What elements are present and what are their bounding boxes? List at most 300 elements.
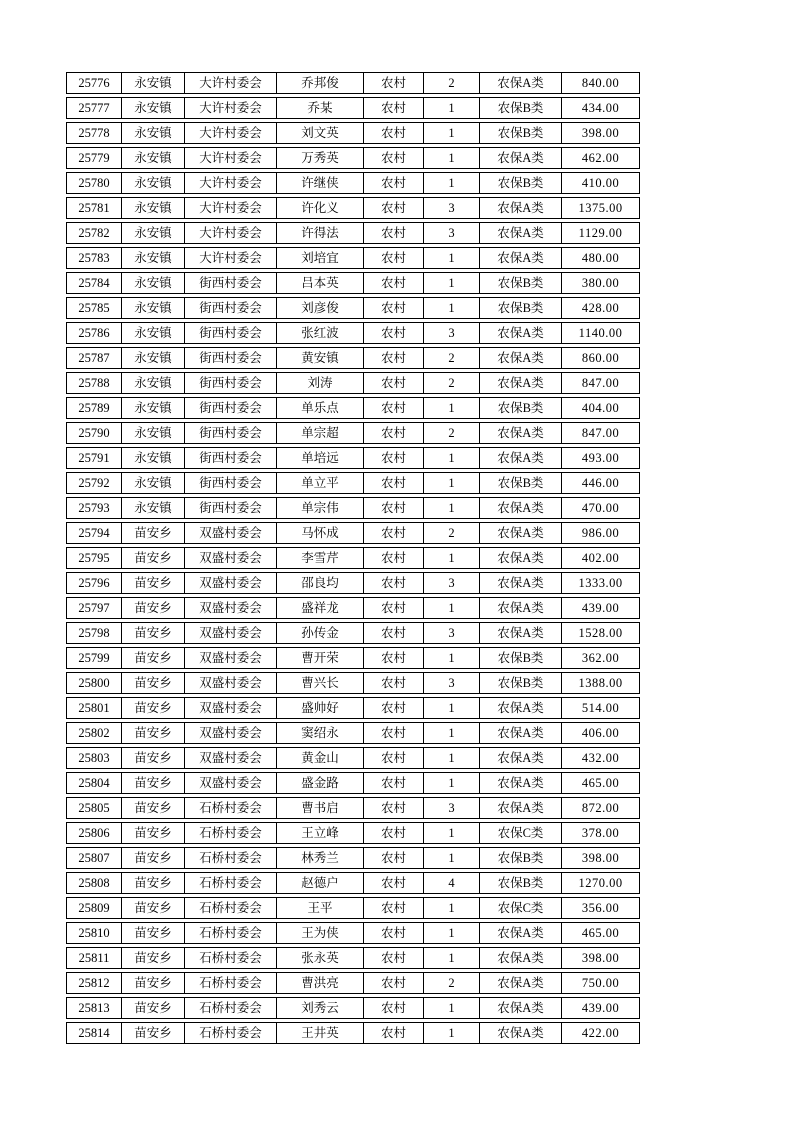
cell-record-id: 25778	[78, 125, 110, 140]
cell-town: 苗安乡	[121, 973, 184, 993]
cell-village-committee: 双盛村委会	[184, 723, 276, 743]
cell-insurance-class: 农保A类	[479, 923, 561, 943]
cell-town: 永安镇	[121, 198, 184, 218]
cell-village-committee: 双盛村委会	[184, 573, 276, 593]
table-row	[66, 747, 640, 769]
cell-person-name: 王立峰	[276, 823, 363, 843]
table-row	[66, 497, 640, 519]
cell-village-committee: 大许村委会	[184, 123, 276, 143]
cell-record-id: 25789	[78, 400, 110, 415]
cell-village-committee: 双盛村委会	[184, 673, 276, 693]
cell-town: 永安镇	[121, 248, 184, 268]
table-row	[66, 397, 640, 419]
cell-household-type: 农村	[363, 773, 423, 793]
cell-person-count: 2	[423, 523, 479, 543]
cell-village-committee: 街西村委会	[184, 273, 276, 293]
cell-village-committee: 大许村委会	[184, 148, 276, 168]
cell-person-name: 曹书启	[276, 798, 363, 818]
cell-record-id: 25800	[78, 675, 110, 690]
cell-town: 苗安乡	[121, 548, 184, 568]
cell-insurance-class: 农保A类	[479, 973, 561, 993]
cell-person-count: 1	[423, 648, 479, 668]
cell-person-name: 许化义	[276, 198, 363, 218]
cell-amount: 480.00	[561, 248, 639, 268]
cell-person-count: 2	[423, 973, 479, 993]
cell-village-committee: 街西村委会	[184, 323, 276, 343]
cell-village-committee: 街西村委会	[184, 423, 276, 443]
cell-record-id: 25782	[78, 225, 110, 240]
cell-insurance-class: 农保A类	[479, 998, 561, 1018]
table-row	[66, 172, 640, 194]
cell-insurance-class: 农保A类	[479, 623, 561, 643]
cell-town: 永安镇	[121, 98, 184, 118]
cell-amount: 462.00	[561, 148, 639, 168]
cell-person-count: 1	[423, 748, 479, 768]
cell-insurance-class: 农保B类	[479, 673, 561, 693]
cell-village-committee: 街西村委会	[184, 348, 276, 368]
table-row	[66, 247, 640, 269]
cell-town: 苗安乡	[121, 523, 184, 543]
cell-amount: 404.00	[561, 398, 639, 418]
cell-amount: 380.00	[561, 273, 639, 293]
cell-record-id: 25806	[78, 825, 110, 840]
cell-person-name: 张永英	[276, 948, 363, 968]
cell-insurance-class: 农保A类	[479, 198, 561, 218]
cell-household-type: 农村	[363, 98, 423, 118]
cell-person-name: 单乐点	[276, 398, 363, 418]
cell-insurance-class: 农保A类	[479, 773, 561, 793]
cell-record-id: 25784	[78, 275, 110, 290]
cell-amount: 1528.00	[561, 623, 639, 643]
table-row	[66, 547, 640, 569]
cell-amount: 493.00	[561, 448, 639, 468]
cell-village-committee: 大许村委会	[184, 73, 276, 93]
cell-person-count: 3	[423, 798, 479, 818]
cell-amount: 1140.00	[561, 323, 639, 343]
cell-household-type: 农村	[363, 423, 423, 443]
cell-town: 永安镇	[121, 473, 184, 493]
cell-household-type: 农村	[363, 198, 423, 218]
cell-person-name: 吕本英	[276, 273, 363, 293]
cell-town: 苗安乡	[121, 798, 184, 818]
cell-village-committee: 石桥村委会	[184, 1023, 276, 1043]
table-row	[66, 997, 640, 1019]
cell-insurance-class: 农保A类	[479, 523, 561, 543]
table-row	[66, 72, 640, 94]
cell-insurance-class: 农保A类	[479, 73, 561, 93]
cell-amount: 362.00	[561, 648, 639, 668]
cell-village-committee: 双盛村委会	[184, 523, 276, 543]
cell-person-name: 单宗超	[276, 423, 363, 443]
cell-person-name: 王平	[276, 898, 363, 918]
table-row	[66, 297, 640, 319]
cell-person-count: 1	[423, 248, 479, 268]
cell-village-committee: 石桥村委会	[184, 848, 276, 868]
table-row	[66, 597, 640, 619]
cell-person-name: 王为侠	[276, 923, 363, 943]
cell-insurance-class: 农保A类	[479, 448, 561, 468]
cell-household-type: 农村	[363, 798, 423, 818]
cell-insurance-class: 农保C类	[479, 823, 561, 843]
cell-amount: 434.00	[561, 98, 639, 118]
cell-household-type: 农村	[363, 348, 423, 368]
cell-amount: 872.00	[561, 798, 639, 818]
cell-town: 苗安乡	[121, 898, 184, 918]
cell-person-count: 3	[423, 223, 479, 243]
table-row	[66, 447, 640, 469]
cell-household-type: 农村	[363, 273, 423, 293]
table-row	[66, 197, 640, 219]
cell-person-count: 3	[423, 623, 479, 643]
cell-person-count: 1	[423, 148, 479, 168]
cell-household-type: 农村	[363, 698, 423, 718]
cell-person-name: 邵良均	[276, 573, 363, 593]
table-row	[66, 822, 640, 844]
table-row	[66, 872, 640, 894]
cell-insurance-class: 农保A类	[479, 1023, 561, 1043]
cell-amount: 470.00	[561, 498, 639, 518]
cell-person-count: 1	[423, 698, 479, 718]
table-row	[66, 222, 640, 244]
cell-town: 永安镇	[121, 123, 184, 143]
cell-person-name: 许得法	[276, 223, 363, 243]
cell-record-id: 25781	[78, 200, 110, 215]
cell-amount: 432.00	[561, 748, 639, 768]
cell-person-count: 1	[423, 298, 479, 318]
table-row	[66, 347, 640, 369]
cell-person-count: 1	[423, 773, 479, 793]
cell-record-id: 25786	[78, 325, 110, 340]
cell-person-count: 1	[423, 173, 479, 193]
cell-person-name: 曹兴长	[276, 673, 363, 693]
cell-village-committee: 双盛村委会	[184, 698, 276, 718]
cell-amount: 398.00	[561, 123, 639, 143]
cell-insurance-class: 农保A类	[479, 148, 561, 168]
cell-town: 永安镇	[121, 348, 184, 368]
cell-person-name: 黄金山	[276, 748, 363, 768]
cell-village-committee: 双盛村委会	[184, 548, 276, 568]
cell-village-committee: 大许村委会	[184, 248, 276, 268]
cell-record-id: 25807	[78, 850, 110, 865]
cell-household-type: 农村	[363, 748, 423, 768]
cell-town: 永安镇	[121, 398, 184, 418]
benefit-records-table	[66, 72, 640, 1044]
cell-record-id: 25793	[78, 500, 110, 515]
cell-village-committee: 双盛村委会	[184, 773, 276, 793]
cell-village-committee: 街西村委会	[184, 473, 276, 493]
cell-person-count: 2	[423, 423, 479, 443]
cell-person-name: 乔邦俊	[276, 73, 363, 93]
cell-person-count: 1	[423, 448, 479, 468]
cell-town: 苗安乡	[121, 573, 184, 593]
cell-town: 永安镇	[121, 323, 184, 343]
cell-person-name: 刘文英	[276, 123, 363, 143]
table-row	[66, 522, 640, 544]
cell-insurance-class: 农保A类	[479, 723, 561, 743]
cell-amount: 465.00	[561, 923, 639, 943]
cell-town: 永安镇	[121, 223, 184, 243]
cell-person-name: 刘彦俊	[276, 298, 363, 318]
cell-amount: 1388.00	[561, 673, 639, 693]
cell-household-type: 农村	[363, 323, 423, 343]
cell-household-type: 农村	[363, 948, 423, 968]
cell-person-name: 曹开荣	[276, 648, 363, 668]
cell-insurance-class: 农保A类	[479, 948, 561, 968]
cell-amount: 1129.00	[561, 223, 639, 243]
cell-household-type: 农村	[363, 373, 423, 393]
cell-household-type: 农村	[363, 873, 423, 893]
cell-person-count: 4	[423, 873, 479, 893]
cell-record-id: 25809	[78, 900, 110, 915]
cell-household-type: 农村	[363, 148, 423, 168]
cell-household-type: 农村	[363, 548, 423, 568]
table-row	[66, 697, 640, 719]
cell-household-type: 农村	[363, 998, 423, 1018]
cell-household-type: 农村	[363, 573, 423, 593]
cell-person-name: 许继侠	[276, 173, 363, 193]
cell-record-id: 25796	[78, 575, 110, 590]
cell-amount: 428.00	[561, 298, 639, 318]
cell-amount: 410.00	[561, 173, 639, 193]
cell-village-committee: 大许村委会	[184, 173, 276, 193]
cell-insurance-class: 农保B类	[479, 298, 561, 318]
cell-amount: 847.00	[561, 373, 639, 393]
cell-household-type: 农村	[363, 298, 423, 318]
cell-person-name: 单宗伟	[276, 498, 363, 518]
table-row	[66, 972, 640, 994]
cell-person-name: 盛祥龙	[276, 598, 363, 618]
cell-record-id: 25813	[78, 1000, 110, 1015]
cell-person-count: 3	[423, 198, 479, 218]
cell-insurance-class: 农保A类	[479, 323, 561, 343]
cell-household-type: 农村	[363, 123, 423, 143]
cell-record-id: 25794	[78, 525, 110, 540]
cell-household-type: 农村	[363, 623, 423, 643]
cell-town: 永安镇	[121, 373, 184, 393]
table-row	[66, 272, 640, 294]
cell-amount: 446.00	[561, 473, 639, 493]
cell-insurance-class: 农保B类	[479, 848, 561, 868]
cell-insurance-class: 农保A类	[479, 573, 561, 593]
cell-person-count: 3	[423, 573, 479, 593]
cell-village-committee: 街西村委会	[184, 498, 276, 518]
table-row	[66, 772, 640, 794]
cell-town: 苗安乡	[121, 623, 184, 643]
cell-household-type: 农村	[363, 448, 423, 468]
table-row	[66, 1022, 640, 1044]
cell-record-id: 25777	[78, 100, 110, 115]
cell-insurance-class: 农保B类	[479, 98, 561, 118]
cell-village-committee: 石桥村委会	[184, 948, 276, 968]
table-row	[66, 897, 640, 919]
cell-town: 永安镇	[121, 448, 184, 468]
table-row	[66, 472, 640, 494]
cell-record-id: 25785	[78, 300, 110, 315]
cell-person-name: 窦绍永	[276, 723, 363, 743]
cell-record-id: 25804	[78, 775, 110, 790]
table-row	[66, 572, 640, 594]
cell-town: 永安镇	[121, 423, 184, 443]
cell-household-type: 农村	[363, 173, 423, 193]
cell-person-name: 盛帅好	[276, 698, 363, 718]
cell-household-type: 农村	[363, 923, 423, 943]
cell-person-count: 3	[423, 673, 479, 693]
cell-amount: 1270.00	[561, 873, 639, 893]
cell-person-count: 1	[423, 723, 479, 743]
table-row	[66, 622, 640, 644]
cell-record-id: 25801	[78, 700, 110, 715]
cell-town: 永安镇	[121, 498, 184, 518]
cell-household-type: 农村	[363, 598, 423, 618]
cell-village-committee: 双盛村委会	[184, 623, 276, 643]
cell-person-count: 1	[423, 98, 479, 118]
cell-record-id: 25795	[78, 550, 110, 565]
cell-record-id: 25805	[78, 800, 110, 815]
cell-town: 苗安乡	[121, 923, 184, 943]
cell-amount: 1333.00	[561, 573, 639, 593]
cell-household-type: 农村	[363, 648, 423, 668]
table-row	[66, 672, 640, 694]
cell-amount: 439.00	[561, 998, 639, 1018]
table-row	[66, 147, 640, 169]
cell-town: 苗安乡	[121, 698, 184, 718]
table-row	[66, 647, 640, 669]
cell-insurance-class: 农保A类	[479, 698, 561, 718]
cell-record-id: 25791	[78, 450, 110, 465]
cell-insurance-class: 农保C类	[479, 898, 561, 918]
cell-household-type: 农村	[363, 973, 423, 993]
table-row	[66, 947, 640, 969]
cell-person-count: 3	[423, 323, 479, 343]
cell-insurance-class: 农保A类	[479, 423, 561, 443]
cell-person-count: 1	[423, 898, 479, 918]
cell-person-count: 1	[423, 598, 479, 618]
cell-record-id: 25783	[78, 250, 110, 265]
cell-village-committee: 大许村委会	[184, 98, 276, 118]
cell-person-count: 2	[423, 73, 479, 93]
cell-insurance-class: 农保B类	[479, 648, 561, 668]
cell-person-name: 孙传金	[276, 623, 363, 643]
cell-household-type: 农村	[363, 248, 423, 268]
cell-household-type: 农村	[363, 523, 423, 543]
cell-record-id: 25808	[78, 875, 110, 890]
cell-person-name: 盛金路	[276, 773, 363, 793]
cell-record-id: 25799	[78, 650, 110, 665]
cell-record-id: 25790	[78, 425, 110, 440]
cell-town: 永安镇	[121, 298, 184, 318]
cell-record-id: 25792	[78, 475, 110, 490]
table-row	[66, 847, 640, 869]
cell-village-committee: 石桥村委会	[184, 798, 276, 818]
cell-village-committee: 街西村委会	[184, 298, 276, 318]
cell-household-type: 农村	[363, 673, 423, 693]
cell-person-count: 1	[423, 848, 479, 868]
cell-town: 苗安乡	[121, 748, 184, 768]
cell-amount: 398.00	[561, 948, 639, 968]
cell-insurance-class: 农保A类	[479, 548, 561, 568]
cell-household-type: 农村	[363, 823, 423, 843]
cell-amount: 398.00	[561, 848, 639, 868]
cell-amount: 406.00	[561, 723, 639, 743]
cell-insurance-class: 农保A类	[479, 748, 561, 768]
cell-person-count: 1	[423, 998, 479, 1018]
cell-person-count: 1	[423, 948, 479, 968]
cell-person-count: 1	[423, 923, 479, 943]
cell-insurance-class: 农保A类	[479, 223, 561, 243]
cell-town: 苗安乡	[121, 598, 184, 618]
cell-amount: 465.00	[561, 773, 639, 793]
table-row	[66, 797, 640, 819]
cell-person-count: 1	[423, 123, 479, 143]
cell-town: 苗安乡	[121, 823, 184, 843]
cell-insurance-class: 农保B类	[479, 398, 561, 418]
cell-person-name: 曹洪亮	[276, 973, 363, 993]
cell-household-type: 农村	[363, 73, 423, 93]
cell-person-count: 1	[423, 398, 479, 418]
cell-town: 苗安乡	[121, 873, 184, 893]
cell-household-type: 农村	[363, 473, 423, 493]
cell-insurance-class: 农保A类	[479, 373, 561, 393]
cell-town: 苗安乡	[121, 723, 184, 743]
cell-person-count: 2	[423, 348, 479, 368]
cell-amount: 402.00	[561, 548, 639, 568]
cell-insurance-class: 农保B类	[479, 123, 561, 143]
cell-person-count: 1	[423, 473, 479, 493]
cell-town: 永安镇	[121, 173, 184, 193]
cell-amount: 356.00	[561, 898, 639, 918]
cell-amount: 422.00	[561, 1023, 639, 1043]
cell-town: 永安镇	[121, 73, 184, 93]
cell-amount: 378.00	[561, 823, 639, 843]
cell-record-id: 25814	[78, 1025, 110, 1040]
cell-village-committee: 石桥村委会	[184, 998, 276, 1018]
cell-amount: 439.00	[561, 598, 639, 618]
cell-person-name: 刘培宜	[276, 248, 363, 268]
cell-town: 苗安乡	[121, 948, 184, 968]
cell-amount: 514.00	[561, 698, 639, 718]
cell-village-committee: 街西村委会	[184, 398, 276, 418]
cell-town: 苗安乡	[121, 773, 184, 793]
cell-village-committee: 双盛村委会	[184, 748, 276, 768]
cell-village-committee: 街西村委会	[184, 448, 276, 468]
cell-village-committee: 石桥村委会	[184, 823, 276, 843]
cell-amount: 750.00	[561, 973, 639, 993]
cell-town: 苗安乡	[121, 648, 184, 668]
cell-household-type: 农村	[363, 723, 423, 743]
cell-record-id: 25798	[78, 625, 110, 640]
cell-amount: 847.00	[561, 423, 639, 443]
table-row	[66, 97, 640, 119]
cell-amount: 840.00	[561, 73, 639, 93]
cell-village-committee: 大许村委会	[184, 198, 276, 218]
cell-amount: 986.00	[561, 523, 639, 543]
cell-village-committee: 石桥村委会	[184, 898, 276, 918]
cell-household-type: 农村	[363, 398, 423, 418]
cell-village-committee: 街西村委会	[184, 373, 276, 393]
table-row	[66, 422, 640, 444]
cell-insurance-class: 农保A类	[479, 498, 561, 518]
cell-household-type: 农村	[363, 498, 423, 518]
cell-village-committee: 石桥村委会	[184, 923, 276, 943]
cell-insurance-class: 农保A类	[479, 598, 561, 618]
cell-person-count: 1	[423, 548, 479, 568]
cell-insurance-class: 农保A类	[479, 348, 561, 368]
cell-town: 苗安乡	[121, 673, 184, 693]
cell-household-type: 农村	[363, 223, 423, 243]
cell-record-id: 25802	[78, 725, 110, 740]
cell-person-count: 2	[423, 373, 479, 393]
table-row	[66, 372, 640, 394]
